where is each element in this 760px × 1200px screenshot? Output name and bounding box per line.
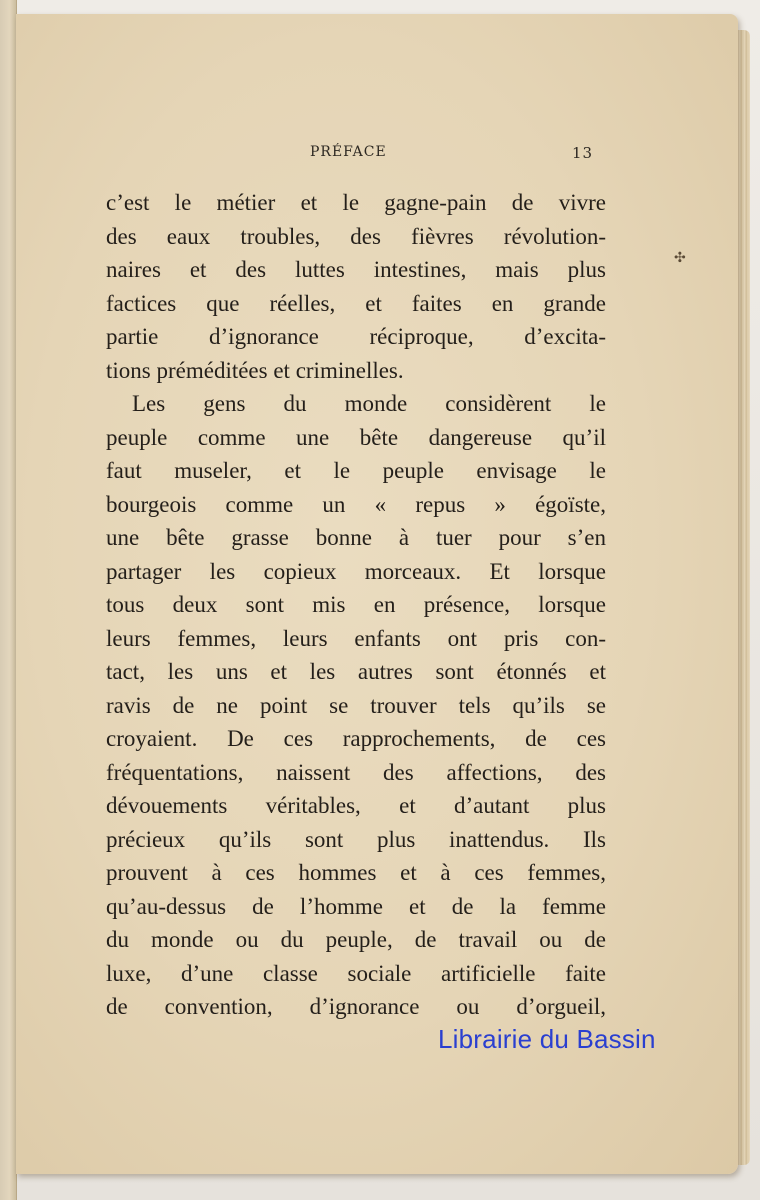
text-line: leurs femmes, leurs enfants ont pris con- [106,625,606,651]
text-line: partie d’ignorance réciproque, d’excita- [106,324,606,349]
text-line: des eaux troubles, des fièvres révolution- [106,223,606,249]
adjacent-page-edge [0,0,17,1200]
printer-ornament-icon: ✣ [674,250,686,266]
text-line: dévouements véritables, et d’autant plus [106,793,606,818]
text-line: ravis de ne point se trouver tels qu’ils se [106,692,606,718]
page-number: 13 [572,144,594,162]
text-line: c’est le métier et le gagne-pain de vivre [106,190,606,215]
text-line: fréquentations, naissent des affections, des [106,759,606,785]
watermark-text: Librairie du Bassin [438,1024,656,1054]
text-line: naires et des luttes intestines, mais plus [106,257,606,282]
text-line: faut museler, et le peuple envisage le [106,458,606,483]
running-title: PRÉFACE [310,144,387,160]
text-line: de convention, d’ignorance ou d’orgueil, [106,994,606,1019]
text-line: une bête grasse bonne à tuer pour s’en [106,525,606,550]
text-line: tous deux sont mis en présence, lorsque [106,592,606,617]
text-line: bourgeois comme un « repus » égoïste, [106,491,606,517]
text-line: luxe, d’une classe sociale artificielle faite [106,960,606,986]
text-line: précieux qu’ils sont plus inattendus. Ils [106,826,606,852]
text-line: croyaient. De ces rapprochements, de ces [106,726,606,751]
text-line: qu’au-dessus de l’homme et de la femme [106,893,606,919]
text-line: prouvent à ces hommes et à ces femmes, [106,860,606,885]
text-line: Les gens du monde considèrent le [132,391,606,416]
text-line: du monde ou du peuple, de travail ou de [106,927,606,952]
body-text [106,186,606,1024]
text-line: tions préméditées et criminelles. [106,357,404,383]
text-line: factices que réelles, et faites en grande [106,290,606,316]
book-page [16,14,738,1174]
text-line: peuple comme une bête dangereuse qu’il [106,424,606,450]
text-line: partager les copieux morceaux. Et lorsque [106,558,606,584]
text-line: tact, les uns et les autres sont étonnés et [106,659,606,684]
